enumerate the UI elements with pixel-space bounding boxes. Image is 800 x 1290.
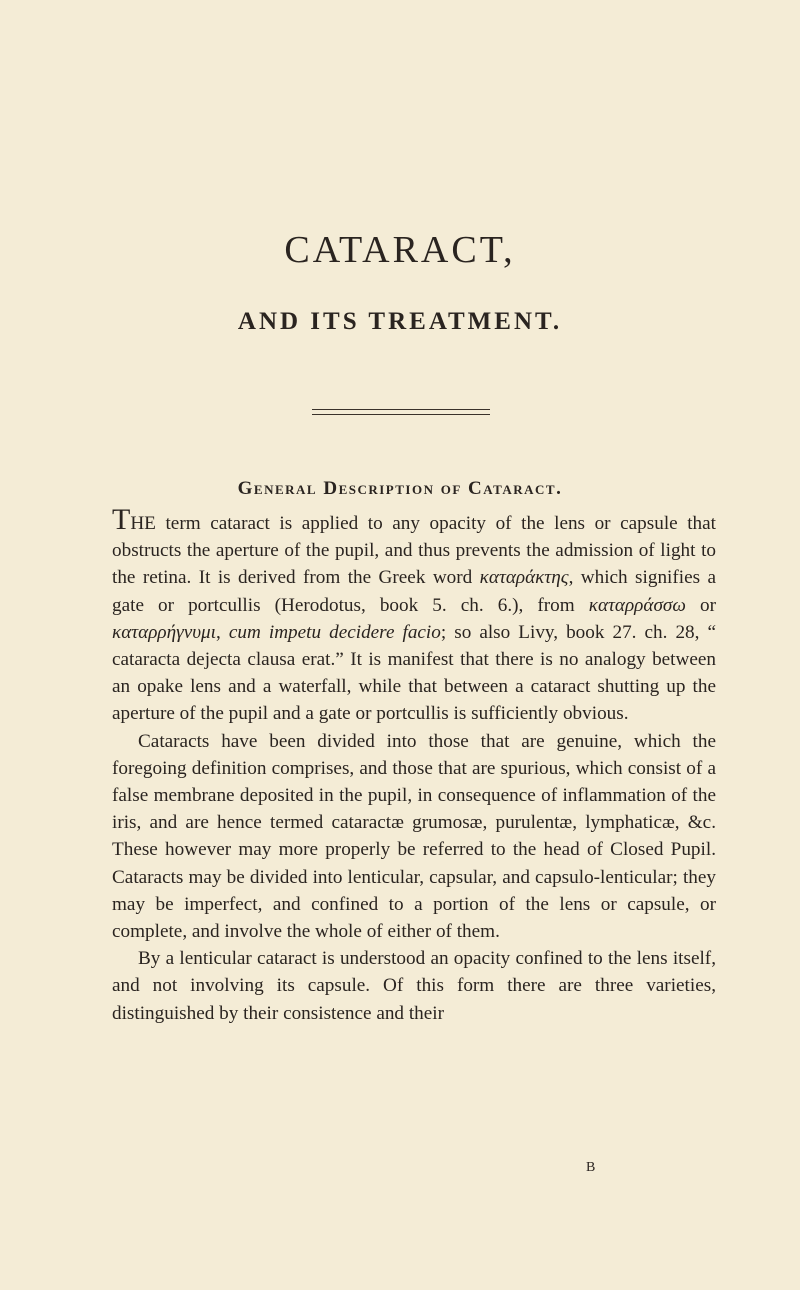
signature-mark: B <box>586 1160 597 1175</box>
greek-word-1: καταράκτης <box>479 567 569 589</box>
paragraph-1-mid-1: , which signifies a gate or portcullis (Herodotus, book 5. ch. 6.), from <box>112 567 717 616</box>
page-title: CATARACT, <box>284 229 516 271</box>
paragraph-1 <box>112 503 717 728</box>
latin-phrase: cum impetu decidere facio <box>228 621 441 643</box>
paragraph-1-mid-2: or <box>685 594 716 616</box>
double-rule-bottom <box>312 414 490 415</box>
paragraph-3: By a lenticular cataract is understood an opacity confined to the lens itself, and not involving its capsule. Of this form there are three varieties, distinguished by their consistence and their <box>112 948 716 1024</box>
drop-cap: T <box>112 503 131 536</box>
paragraph-1-lead: HE term cataract is applied to any opacity of the lens or capsule that obstructs the aperture of the pupil, and thus prevents the admission of light to the retina. It is derived from the Greek word <box>112 513 716 589</box>
greek-word-3: καταρρήγνυμι <box>112 621 217 643</box>
greek-word-2: καταρράσσω <box>588 594 686 616</box>
paragraph-1-tail: ; so also Livy, book 27. ch. 28, “ cataracta dejecta clausa erat.” It is manifest that there is no analogy between an opake lens and a waterfall, while that between a cataract shutting up the aperture of the pupil and a gate or portcullis is sufficiently obvious. <box>112 621 716 725</box>
double-rule-top <box>312 409 490 410</box>
body-text <box>112 503 717 1027</box>
section-heading: General Description of Cataract. <box>237 478 563 499</box>
paragraph-1-mid-3: , <box>216 621 229 643</box>
paragraph-2: Cataracts have been divided into those that are genuine, which the foregoing definition comprises, and those that are spurious, which consist of a false membrane deposited in the pupil, in consequence of inflammation of the iris, and are hence termed cataractæ grumosæ, purulentæ, lymphaticæ, &c. These however may more properly be referred to the head of Closed Pupil. Cataracts may be divided into lenticular, capsular, and capsulo-lenticular; they may be imperfect, and confined to a portion of the lens or capsule, or complete, and involve the whole of either of them. <box>112 730 716 943</box>
page-subtitle: AND ITS TREATMENT. <box>237 308 563 335</box>
